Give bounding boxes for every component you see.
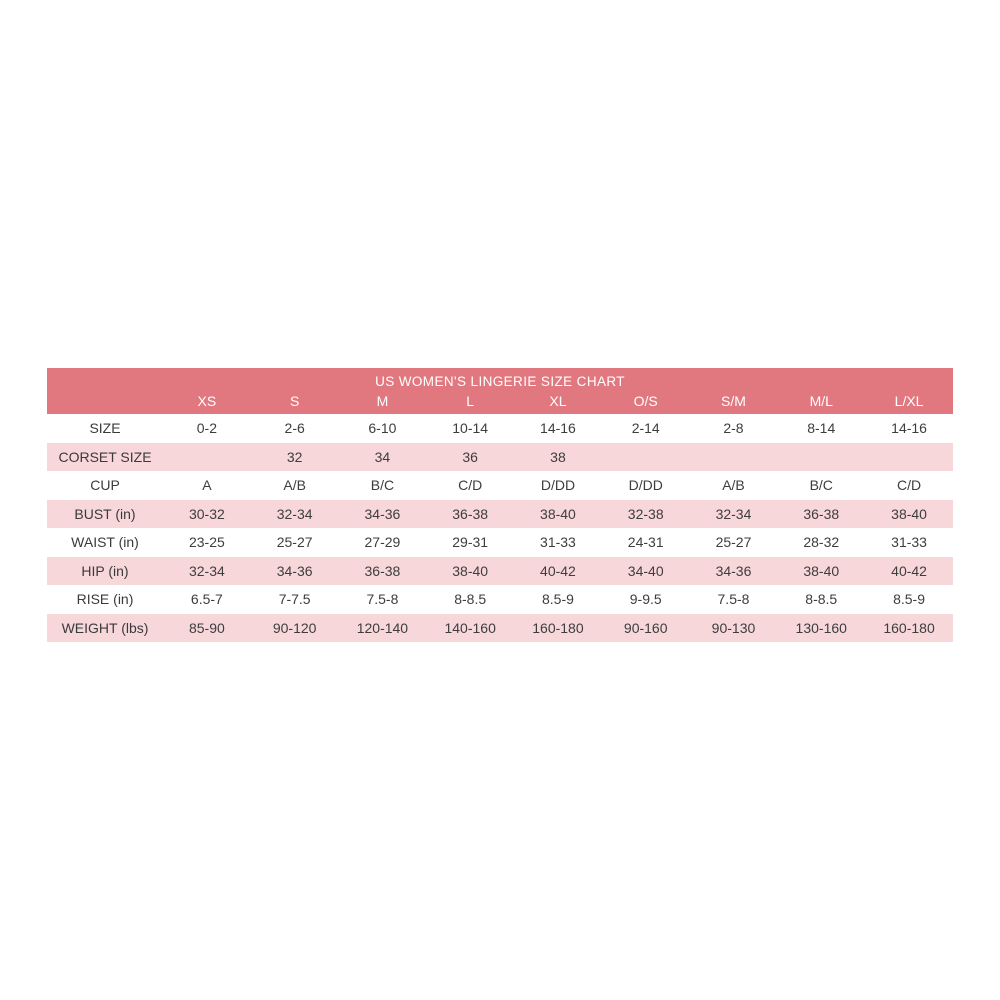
cell: 32-34 — [690, 500, 778, 529]
size-chart — [47, 368, 953, 642]
cell: A/B — [690, 471, 778, 500]
cell: 8.5-9 — [865, 585, 953, 614]
cell — [163, 443, 251, 472]
cell: B/C — [339, 471, 427, 500]
cell: 34-36 — [339, 500, 427, 529]
table-row-weight — [47, 614, 953, 643]
cell: D/DD — [602, 471, 690, 500]
column-header-ml: M/L — [777, 391, 865, 414]
cell: 38-40 — [865, 500, 953, 529]
column-header-s: S — [251, 391, 339, 414]
cell: 36-38 — [426, 500, 514, 529]
cell: 6-10 — [339, 414, 427, 443]
column-header-row — [47, 391, 953, 414]
column-header-lxl: L/XL — [865, 391, 953, 414]
cell: 8-8.5 — [426, 585, 514, 614]
cell: A — [163, 471, 251, 500]
row-label: HIP (in) — [47, 557, 163, 586]
cell: 24-31 — [602, 528, 690, 557]
cell: 23-25 — [163, 528, 251, 557]
cell: 7-7.5 — [251, 585, 339, 614]
cell: 32-38 — [602, 500, 690, 529]
table-row-waist — [47, 528, 953, 557]
column-header-m: M — [339, 391, 427, 414]
cell: 14-16 — [865, 414, 953, 443]
cell — [690, 443, 778, 472]
cell: 29-31 — [426, 528, 514, 557]
cell: C/D — [426, 471, 514, 500]
cell: 36-38 — [777, 500, 865, 529]
cell: 2-6 — [251, 414, 339, 443]
cell: B/C — [777, 471, 865, 500]
table-row-size — [47, 414, 953, 443]
cell — [865, 443, 953, 472]
column-header-xl: XL — [514, 391, 602, 414]
cell: 36-38 — [339, 557, 427, 586]
row-label: SIZE — [47, 414, 163, 443]
cell: 2-8 — [690, 414, 778, 443]
cell: 40-42 — [514, 557, 602, 586]
cell: 31-33 — [514, 528, 602, 557]
cell: 10-14 — [426, 414, 514, 443]
cell: 32-34 — [163, 557, 251, 586]
cell: 32-34 — [251, 500, 339, 529]
cell: 6.5-7 — [163, 585, 251, 614]
column-header-sm: S/M — [690, 391, 778, 414]
cell: 130-160 — [777, 614, 865, 643]
cell: 38 — [514, 443, 602, 472]
cell: 38-40 — [426, 557, 514, 586]
cell: 34-40 — [602, 557, 690, 586]
column-header-os: O/S — [602, 391, 690, 414]
column-header-l: L — [426, 391, 514, 414]
row-label: BUST (in) — [47, 500, 163, 529]
row-label: CORSET SIZE — [47, 443, 163, 472]
cell: 9-9.5 — [602, 585, 690, 614]
cell: 2-14 — [602, 414, 690, 443]
cell — [777, 443, 865, 472]
row-label: RISE (in) — [47, 585, 163, 614]
table-row-cup — [47, 471, 953, 500]
cell: 31-33 — [865, 528, 953, 557]
size-chart-table — [47, 368, 953, 642]
table-row-corset-size — [47, 443, 953, 472]
cell: 38-40 — [777, 557, 865, 586]
cell: 14-16 — [514, 414, 602, 443]
cell: 34 — [339, 443, 427, 472]
table-row-hip — [47, 557, 953, 586]
cell — [602, 443, 690, 472]
cell: C/D — [865, 471, 953, 500]
cell: 160-180 — [865, 614, 953, 643]
cell: 32 — [251, 443, 339, 472]
cell: 8-8.5 — [777, 585, 865, 614]
cell: 90-130 — [690, 614, 778, 643]
cell: 85-90 — [163, 614, 251, 643]
cell: 7.5-8 — [690, 585, 778, 614]
cell: D/DD — [514, 471, 602, 500]
cell: 38-40 — [514, 500, 602, 529]
cell: 7.5-8 — [339, 585, 427, 614]
cell: 40-42 — [865, 557, 953, 586]
cell: 36 — [426, 443, 514, 472]
cell: 140-160 — [426, 614, 514, 643]
table-title: US WOMEN'S LINGERIE SIZE CHART — [47, 368, 953, 391]
cell: 30-32 — [163, 500, 251, 529]
cell: 25-27 — [690, 528, 778, 557]
cell: 0-2 — [163, 414, 251, 443]
cell: 120-140 — [339, 614, 427, 643]
title-row — [47, 368, 953, 391]
cell: 27-29 — [339, 528, 427, 557]
row-label: CUP — [47, 471, 163, 500]
cell: 8-14 — [777, 414, 865, 443]
cell: 34-36 — [690, 557, 778, 586]
cell: 28-32 — [777, 528, 865, 557]
cell: 34-36 — [251, 557, 339, 586]
cell: 90-160 — [602, 614, 690, 643]
column-header-xs: XS — [163, 391, 251, 414]
cell: 8.5-9 — [514, 585, 602, 614]
row-label: WAIST (in) — [47, 528, 163, 557]
cell: 160-180 — [514, 614, 602, 643]
cell: 90-120 — [251, 614, 339, 643]
cell: 25-27 — [251, 528, 339, 557]
column-header-blank — [47, 391, 163, 414]
row-label: WEIGHT (lbs) — [47, 614, 163, 643]
table-row-rise — [47, 585, 953, 614]
table-row-bust — [47, 500, 953, 529]
cell: A/B — [251, 471, 339, 500]
table-header — [47, 368, 953, 414]
